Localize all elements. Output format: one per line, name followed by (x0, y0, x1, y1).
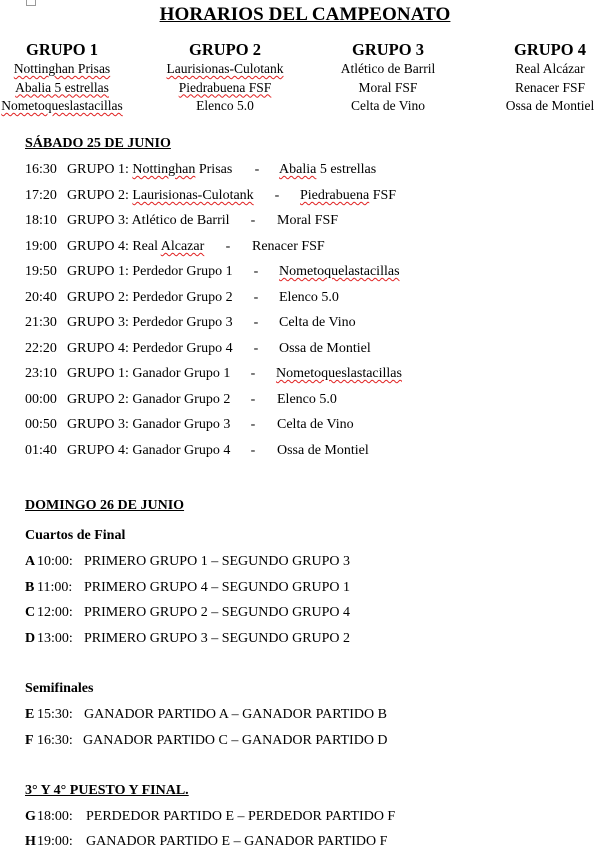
match-pairing: GANADOR PARTIDO A – GANADOR PARTIDO B (84, 707, 387, 722)
match-pairing: PERDEDOR PARTIDO E – PERDEDOR PARTIDO F (86, 809, 396, 824)
match-key: H (25, 834, 36, 849)
page-title: HORARIOS DEL CAMPEONATO (159, 4, 451, 25)
group-team: Nometoqueslastacillas (1, 98, 123, 113)
semifinals-title: Semifinales (25, 681, 94, 696)
match-key: B (25, 580, 35, 595)
group-3-column (308, 40, 468, 116)
groups-table (0, 40, 603, 120)
sunday-heading: DOMINGO 26 DE JUNIO (25, 498, 185, 513)
match-dash: - (253, 341, 259, 356)
match-dash: - (253, 315, 259, 330)
match-pairing: PRIMERO GRUPO 3 – SEGUNDO GRUPO 2 (84, 631, 351, 646)
match-key: C (25, 605, 36, 620)
group-1-column (0, 40, 142, 116)
group-team: Real Alcázar (515, 61, 585, 76)
match-time: 01:40 (25, 443, 57, 458)
match-dash: - (250, 443, 256, 458)
match-pairing: PRIMERO GRUPO 1 – SEGUNDO GRUPO 3 (84, 554, 351, 569)
group-team: Abalia 5 estrellas (15, 79, 109, 95)
match-dash: - (250, 366, 256, 381)
match-time: 10:00: (37, 554, 73, 569)
group-team: Nottinghan Prisas (13, 61, 111, 76)
match-pairing: PRIMERO GRUPO 2 – SEGUNDO GRUPO 4 (84, 605, 351, 620)
match-label: GRUPO 4: Perdedor Grupo 4 (67, 341, 233, 356)
match-time: 21:30 (25, 315, 57, 330)
match-pairing: PRIMERO GRUPO 4 – SEGUNDO GRUPO 1 (84, 580, 351, 595)
group-2-column (145, 40, 305, 116)
match-key: E (25, 707, 35, 722)
match-opponent: Abalia 5 estrellas (279, 162, 377, 177)
match-label: GRUPO 1: Ganador Grupo 1 (67, 366, 231, 381)
group-heading: GRUPO 1 (26, 40, 98, 59)
group-heading: GRUPO 4 (514, 40, 586, 59)
match-dash: - (274, 188, 280, 203)
group-team: Laurisionas-Culotank (166, 61, 284, 76)
match-time: 16:30: (37, 733, 73, 748)
match-time: 16:30 (25, 162, 57, 177)
match-opponent: Piedrabuena FSF (300, 188, 397, 203)
match-dash: - (250, 392, 256, 407)
match-pairing: GANADOR PARTIDO C – GANADOR PARTIDO D (83, 733, 388, 748)
match-dash: - (253, 290, 259, 305)
final-heading: 3° Y 4° PUESTO Y FINAL. (25, 783, 189, 798)
match-time: 13:00: (37, 631, 73, 646)
match-label: GRUPO 3: Perdedor Grupo 3 (67, 315, 233, 330)
match-opponent: Elenco 5.0 (277, 392, 337, 407)
match-dash: - (253, 264, 259, 279)
match-dash: - (254, 162, 260, 177)
group-4-column (470, 40, 603, 116)
match-time: 18:00: (37, 809, 73, 824)
match-label: GRUPO 2: Laurisionas-Culotank (67, 188, 254, 203)
match-key: D (25, 631, 36, 646)
saturday-heading: SÁBADO 25 DE JUNIO (25, 136, 171, 151)
match-time: 23:10 (25, 366, 57, 381)
match-time: 19:50 (25, 264, 57, 279)
group-team: Atlético de Barril (340, 61, 436, 76)
group-team: Moral FSF (358, 79, 418, 95)
match-time: 11:00: (37, 580, 73, 595)
match-dash: - (250, 213, 256, 228)
match-time: 19:00: (37, 834, 73, 849)
match-label: GRUPO 4: Real Alcazar (67, 239, 205, 254)
match-label: GRUPO 3: Ganador Grupo 3 (67, 417, 231, 432)
match-opponent: Celta de Vino (279, 315, 356, 330)
match-opponent: Ossa de Montiel (279, 341, 371, 356)
group-team: Piedrabuena FSF (178, 79, 272, 95)
group-team: Elenco 5.0 (196, 98, 254, 113)
match-dash: - (250, 417, 256, 432)
group-heading: GRUPO 3 (352, 40, 424, 59)
match-opponent: Celta de Vino (277, 417, 354, 432)
match-dash: - (225, 239, 231, 254)
group-heading: GRUPO 2 (189, 40, 261, 59)
match-time: 00:00 (25, 392, 57, 407)
match-time: 00:50 (25, 417, 57, 432)
match-pairing: GANADOR PARTIDO E – GANADOR PARTIDO F (86, 834, 388, 849)
match-opponent: Nometoqueslastacillas (276, 366, 402, 381)
match-key: G (25, 809, 36, 824)
match-opponent: Renacer FSF (252, 239, 325, 254)
match-label: GRUPO 4: Ganador Grupo 4 (67, 443, 231, 458)
group-team: Ossa de Montiel (505, 98, 595, 113)
match-key: F (25, 733, 34, 748)
match-label: GRUPO 3: Atlético de Barril (67, 213, 230, 228)
match-opponent: Moral FSF (277, 213, 339, 228)
group-team: Celta de Vino (351, 98, 425, 113)
quarterfinals-title: Cuartos de Final (25, 528, 126, 543)
match-label: GRUPO 2: Ganador Grupo 2 (67, 392, 231, 407)
match-opponent: Ossa de Montiel (277, 443, 369, 458)
match-time: 12:00: (37, 605, 73, 620)
group-team: Renacer FSF (514, 79, 586, 95)
match-time: 19:00 (25, 239, 57, 254)
match-time: 18:10 (25, 213, 57, 228)
match-opponent: Elenco 5.0 (279, 290, 339, 305)
match-time: 15:30: (37, 707, 73, 722)
match-label: GRUPO 1: Perdedor Grupo 1 (67, 264, 233, 279)
match-key: A (25, 554, 36, 569)
match-label: GRUPO 2: Perdedor Grupo 2 (67, 290, 233, 305)
match-time: 20:40 (25, 290, 57, 305)
match-opponent: Nometoquelastacillas (279, 264, 400, 279)
match-label: GRUPO 1: Nottinghan Prisas (67, 162, 233, 177)
match-time: 17:20 (25, 188, 57, 203)
match-time: 22:20 (25, 341, 57, 356)
